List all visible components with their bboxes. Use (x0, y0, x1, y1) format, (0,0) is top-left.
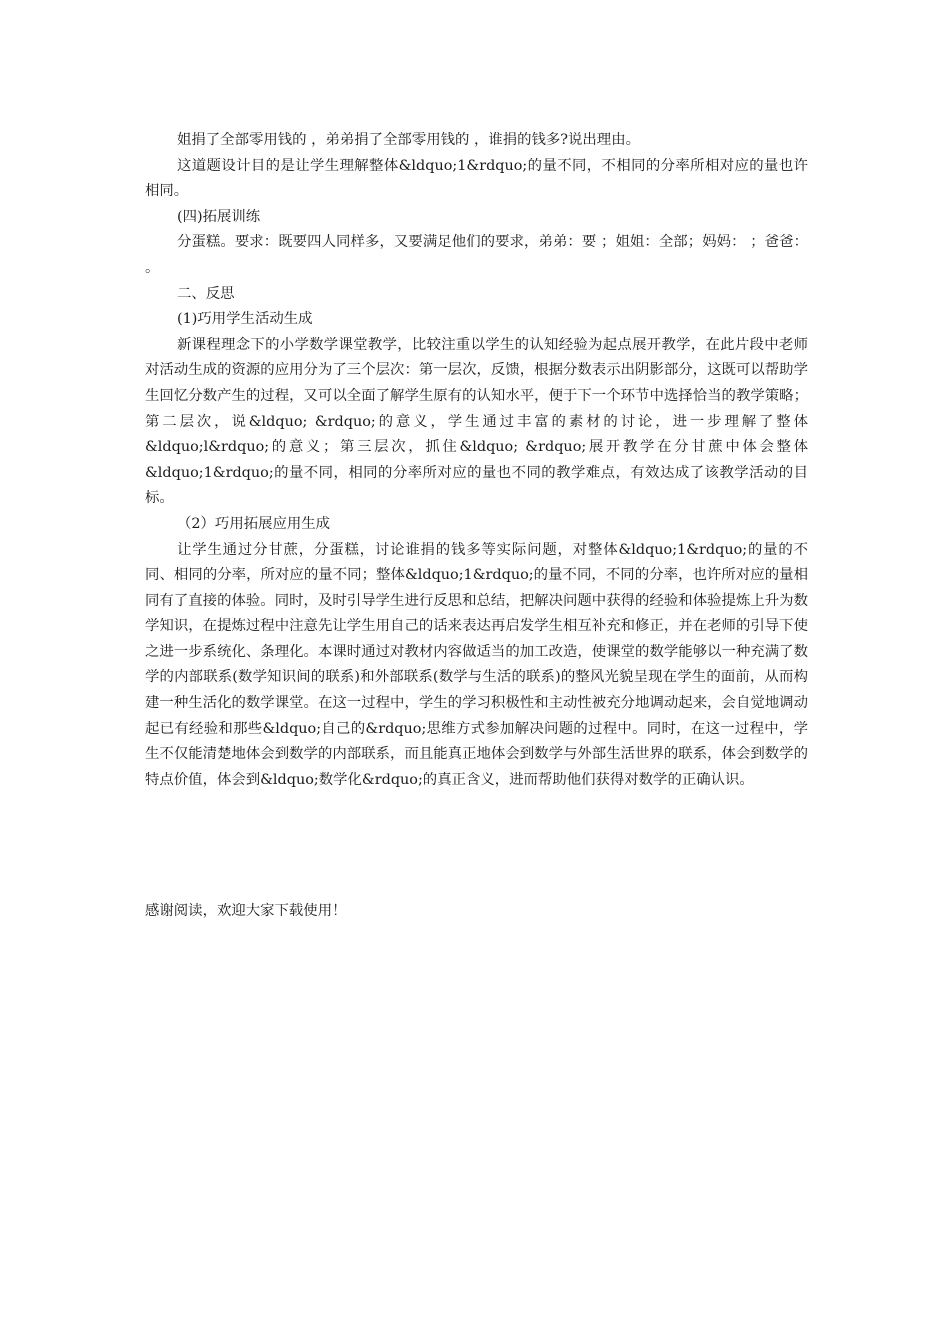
subheading-activity-generation: (1)巧用学生活动生成 (177, 311, 313, 328)
paragraph-question: 姐捐了全部零用钱的 ，弟弟捐了全部零用钱的 ，谁捐的钱多?说出理由。 (177, 132, 640, 148)
paragraph-extension-application: 让学生通过分甘蔗，分蛋糕，讨论谁捐的钱多等实际问题，对整体&ldquo;1&rdquo;的量的不同、相同的分率，所对应的量不同；整体&ldquo;1&rdquo;的量不同，不同的分率，也许所对应的量相同有了直接的体验。同时，及时引导学生进行反思和总结，把解决问题中获得的经验和体验提炼上升为数学知识，在提炼过程中注意先让学生用自己的话来表达再启发学生相互补充和修正，并在老师的引导下使之进一步系统化、条理化。本课时通过对教材内容做适当的加工改造，使课堂的数学能够以一种充满了数学的内部联系(数学知识间的联系)和外部联系(数学与生活的联系)的整风光貌呈现在学生的面前，从而构建一种生活化的数学课堂。在这一过程中，学生的学习积极性和主动性被充分地调动起来，会自觉地调动起已有经验和那些&ldquo;自己的&rdquo;思维方式参加解决问题的过程中。同时，在这一过程中，学生不仅能清楚地体会到数学的内部联系，而且能真正地体会到数学与外部生活世界的联系，体会到数学的特点价值，体会到&ldquo;数学化&rdquo;的真正含义，进而帮助他们获得对数学的正确认识。 (145, 541, 808, 788)
paragraph-activity-generation: 新课程理念下的小学数学课堂教学，比较注重以学生的认知经验为起点展开教学，在此片段中老师对活动生成的资源的应用分为了三个层次：第一层次，反馈，根据分数表示出阴影部分，这既可以帮助学生回忆分数产生的过程，又可以全面了解学生原有的认知水平，便于下一个环节中选择恰当的教学策略；第二层次，说&ldquo; &rdquo;的意义，学生通过丰富的素材的讨论，进一步理解了整体&ldquo;l&rdquo;的意义；第三层次，抓住&ldquo; &rdquo;展开教学在分甘蔗中体会整体&ldquo;1&rdquo;的量不同，相同的分率所对应的量也不同的教学难点，有效达成了该教学活动的目标。 (145, 336, 808, 507)
heading-extension-training: (四)拓展训练 (177, 208, 261, 225)
document-body (145, 128, 808, 793)
paragraph-cake-task: 分蛋糕。要求：既要四人同样多，又要满足他们的要求，弟弟：要 ；姐姐：全部；妈妈： ；爸爸： 。 (145, 234, 808, 276)
paragraph-design-purpose: 这道题设计目的是让学生理解整体&ldquo;1&rdquo;的量不同，不相同的分率所相对应的量也许相同。 (145, 157, 808, 200)
heading-reflection: 二、反思 (177, 285, 235, 302)
closing-note: 感谢阅读，欢迎大家下载使用！ (145, 903, 347, 919)
subheading-extension-application: （2）巧用拓展应用生成 (177, 515, 331, 532)
